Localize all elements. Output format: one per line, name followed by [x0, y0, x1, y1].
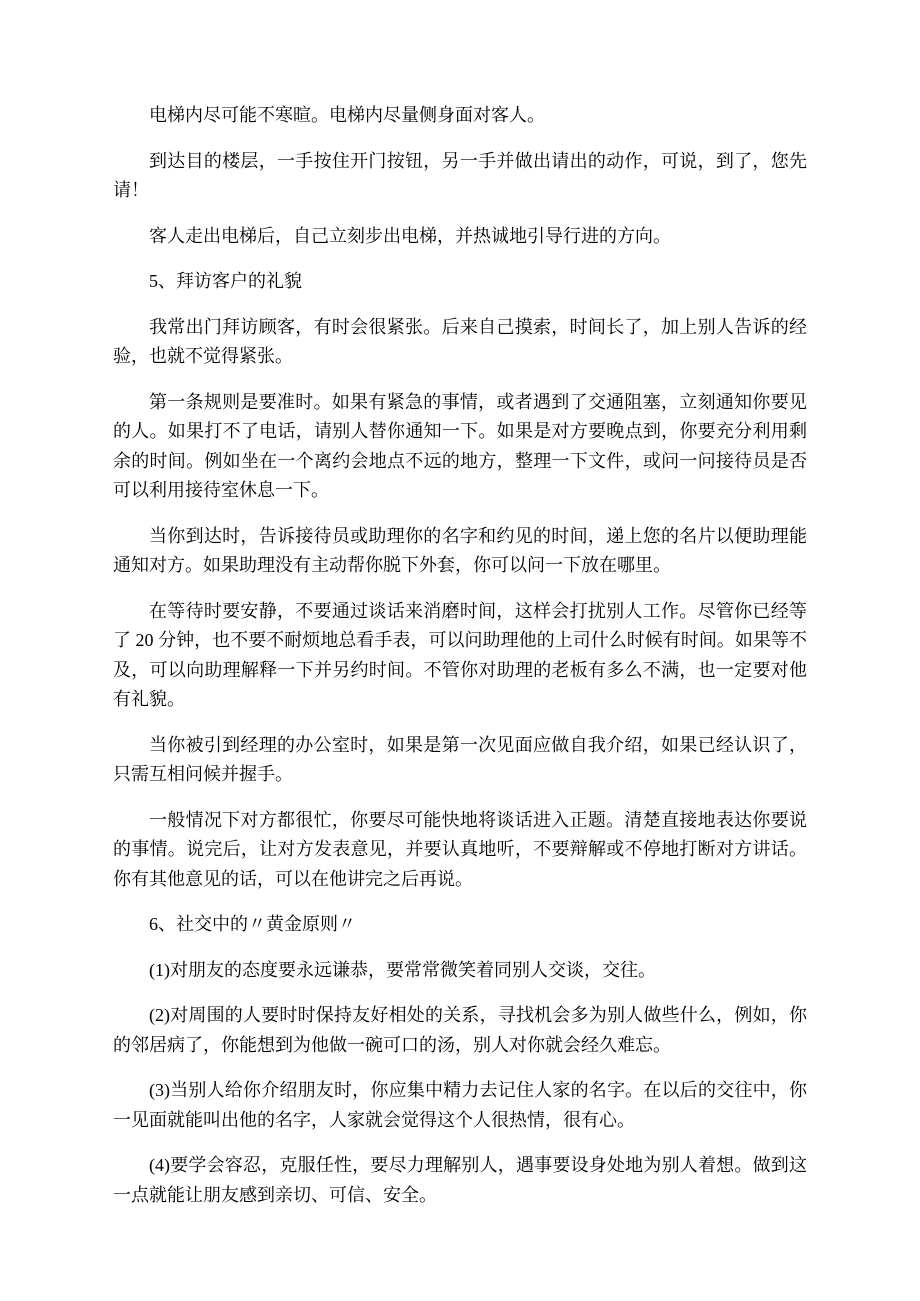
paragraph: 在等待时要安静，不要通过谈话来消磨时间，这样会打扰别人工作。尽管你已经等了 20 分钟，也不要不耐烦地总看手表，可以问助理他的上司什么时候有时间。如果等不及，可以向助理解释一下并另约时间。不管你对助理的老板有多么不满，也一定要对他有礼貌。 — [113, 600, 807, 709]
paragraph: 当你被引到经理的办公室时，如果是第一次见面应做自我介绍，如果已经认识了，只需互相问候并握手。 — [113, 734, 807, 784]
paragraph: 我常出门拜访顾客，有时会很紧张。后来自己摸索，时间长了，加上别人告诉的经验，也就不觉得紧张。 — [113, 316, 807, 366]
paragraph: (4)要学会容忍，克服任性，要尽力理解别人，遇事要设身处地为别人着想。做到这一点就能让朋友感到亲切、可信、安全。 — [113, 1155, 807, 1205]
paragraph: 当你到达时，告诉接待员或助理你的名字和约见的时间，递上您的名片以便助理能通知对方。如果助理没有主动帮你脱下外套，你可以问一下放在哪里。 — [113, 525, 807, 575]
paragraph: 客人走出电梯后，自己立刻步出电梯，并热诚地引导行进的方向。 — [149, 225, 671, 246]
paragraph: (3)当别人给你介绍朋友时，你应集中精力去记住人家的名字。在以后的交往中，你一见面就能叫出他的名字，人家就会觉得这个人很热情，很有心。 — [113, 1080, 807, 1130]
paragraph: 电梯内尽可能不寒暄。电梯内尽量侧身面对客人。 — [149, 105, 545, 125]
paragraph: 一般情况下对方都很忙，你要尽可能快地将谈话进入正题。清楚直接地表达你要说的事情。说完后，让对方发表意见，并要认真地听，不要辩解或不停地打断对方讲话。你有其他意见的话，可以在他讲完之后再说。 — [113, 809, 807, 889]
section-heading: 5、拜访客户的礼貌 — [149, 271, 302, 291]
section-heading: 6、社交中的〃黄金原则〃 — [149, 914, 356, 934]
paragraph: (2)对周围的人要时时保持友好相处的关系，寻找机会多为别人做些什么，例如，你的邻居病了，你能想到为他做一碗可口的汤，别人对你就会经久难忘。 — [113, 1005, 807, 1055]
paragraph: (1)对朋友的态度要永远谦恭，要常常微笑着同别人交谈，交往。 — [149, 959, 656, 980]
paragraph: 到达目的楼层，一手按住开门按钮，另一手并做出请出的动作，可说，到了，您先请！ — [113, 150, 807, 200]
paragraph: 第一条规则是要准时。如果有紧急的事情，或者遇到了交通阻塞，立刻通知你要见的人。如果打不了电话，请别人替你通知一下。如果是对方要晚点到，你要充分利用剩余的时间。例如坐在一个离约会地点不远的地方，整理一下文件，或问一问接待员是否可以利用接待室休息一下。 — [113, 391, 807, 500]
